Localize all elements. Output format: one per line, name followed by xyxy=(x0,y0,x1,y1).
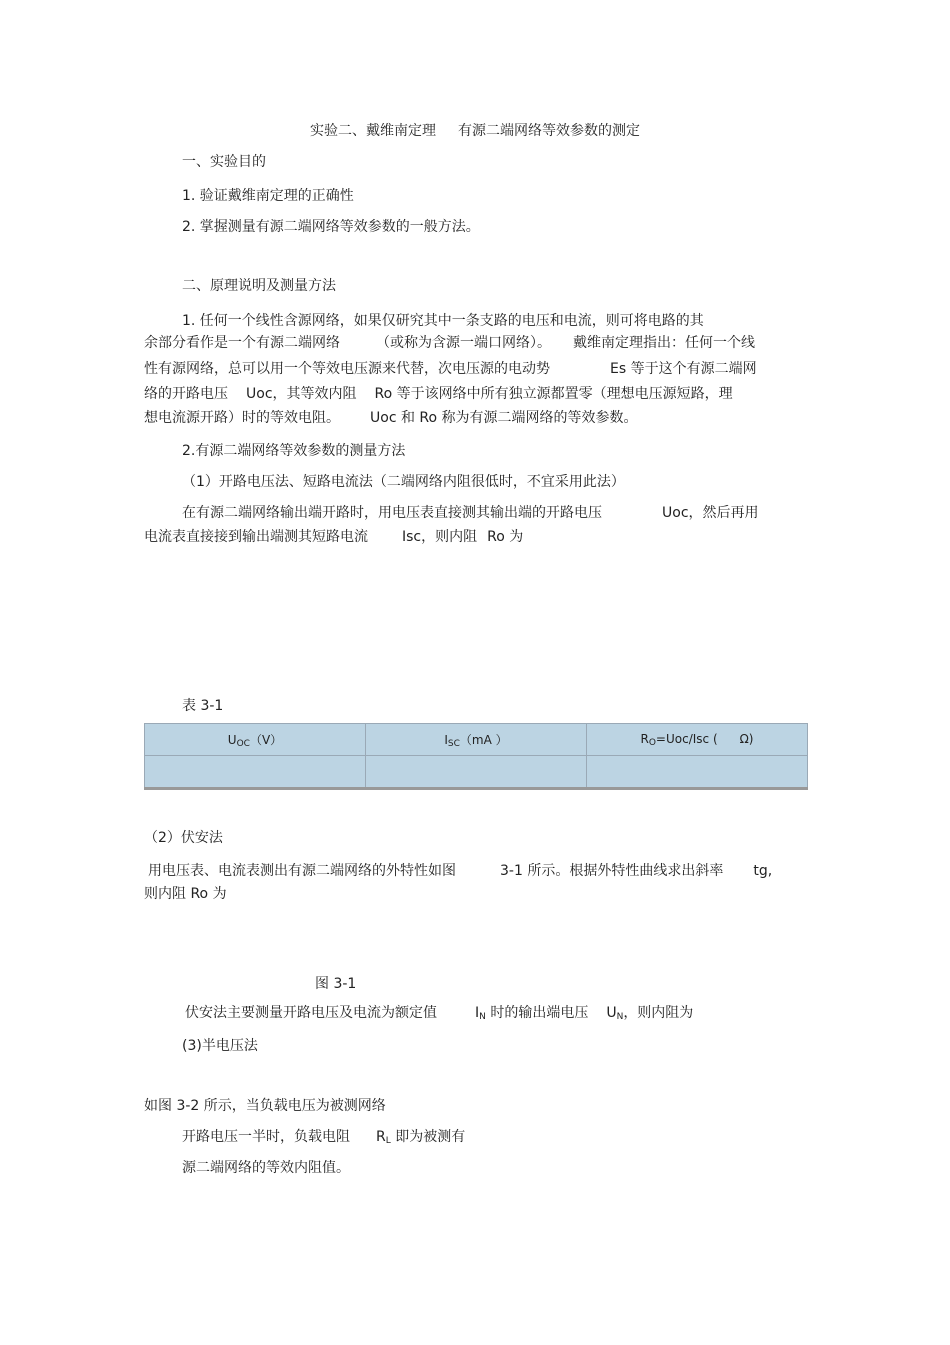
principle-line-4: 络的开路电压 Uoc，其等效内阻 Ro 等于该网络中所有独立源都置零（理想电压源短路，理 xyxy=(144,386,733,402)
section-2-heading: 二、原理说明及测量方法 xyxy=(182,278,336,294)
method-2-line-3: 伏安法主要测量开路电压及电流为额定值 $I_N$ 时的输出端电压 $U_N$，则内阻为 xyxy=(185,1005,694,1022)
method-3-line-2: 开路电压一半时，负载电阻 $R_L$ 即为被测有 xyxy=(182,1129,466,1146)
title-part2: 有源二端网络等效参数的测定 xyxy=(458,123,640,139)
table-3-1 xyxy=(144,723,808,790)
section-1-item-2: 2. 掌握测量有源二端网络等效参数的一般方法。 xyxy=(182,219,480,235)
method-2-line-1: 用电压表、电流表测出有源二端网络的外特性如图 3-1 所示。根据外特性曲线求出斜率 tg, xyxy=(148,863,773,879)
title-part1: 实验二、戴维南定理 xyxy=(310,123,436,139)
method-3-line-3: 源二端网络的等效内阻值。 xyxy=(182,1160,350,1176)
principle-line-5: 想电流源开路）时的等效电阻。 Uoc 和 Ro 称为有源二端网络的等效参数。 xyxy=(144,410,638,426)
table-header-uoc: $U_{OC}(V)$ xyxy=(145,724,366,756)
table-header-ro: $R_O=Uoc$/Isc ( Ω) xyxy=(587,724,808,756)
document-title xyxy=(310,121,640,141)
method-2-line-2: 则内阻 Ro 为 xyxy=(144,886,227,902)
principle-line-3: 性有源网络，总可以用一个等效电压源来代替，次电压源的电动势 Es 等于这个有源二端网 xyxy=(144,361,757,377)
method-heading: 2.有源二端网络等效参数的测量方法 xyxy=(182,443,406,459)
table-cell-ro xyxy=(587,756,808,789)
table-caption: 表 3-1 xyxy=(182,698,224,714)
method-3-line-1: 如图 3-2 所示，当负载电压为被测网络 xyxy=(144,1098,386,1114)
table-header-isc: $I_{SC}(mA$ ） xyxy=(366,724,587,756)
principle-line-1: 1. 任何一个线性含源网络，如果仅研究其中一条支路的电压和电流，则可将电路的其 xyxy=(182,313,704,329)
table-cell-uoc xyxy=(145,756,366,789)
method-2-heading: （2）伏安法 xyxy=(144,830,223,846)
table-header-row xyxy=(145,724,808,756)
table-data-row xyxy=(145,756,808,789)
principle-line-2: 余部分看作是一个有源二端网络 （或称为含源一端口网络）。 戴维南定理指出：任何一个线 xyxy=(144,335,755,351)
method-3-heading: (3)半电压法 xyxy=(182,1038,258,1054)
method-1-heading: （1）开路电压法、短路电流法（二端网络内阻很低时，不宜采用此法） xyxy=(182,474,625,490)
figure-3-1-caption: 图 3-1 xyxy=(315,976,357,992)
section-1-heading: 一、实验目的 xyxy=(182,154,266,170)
section-1-item-1: 1. 验证戴维南定理的正确性 xyxy=(182,188,354,204)
method-1-line-1: 在有源二端网络输出端开路时，用电压表直接测其输出端的开路电压 Uoc，然后再用 xyxy=(182,505,759,521)
table-cell-isc xyxy=(366,756,587,789)
method-1-line-2: 电流表直接接到输出端测其短路电流 Isc，则内阻 Ro 为 xyxy=(144,529,524,545)
